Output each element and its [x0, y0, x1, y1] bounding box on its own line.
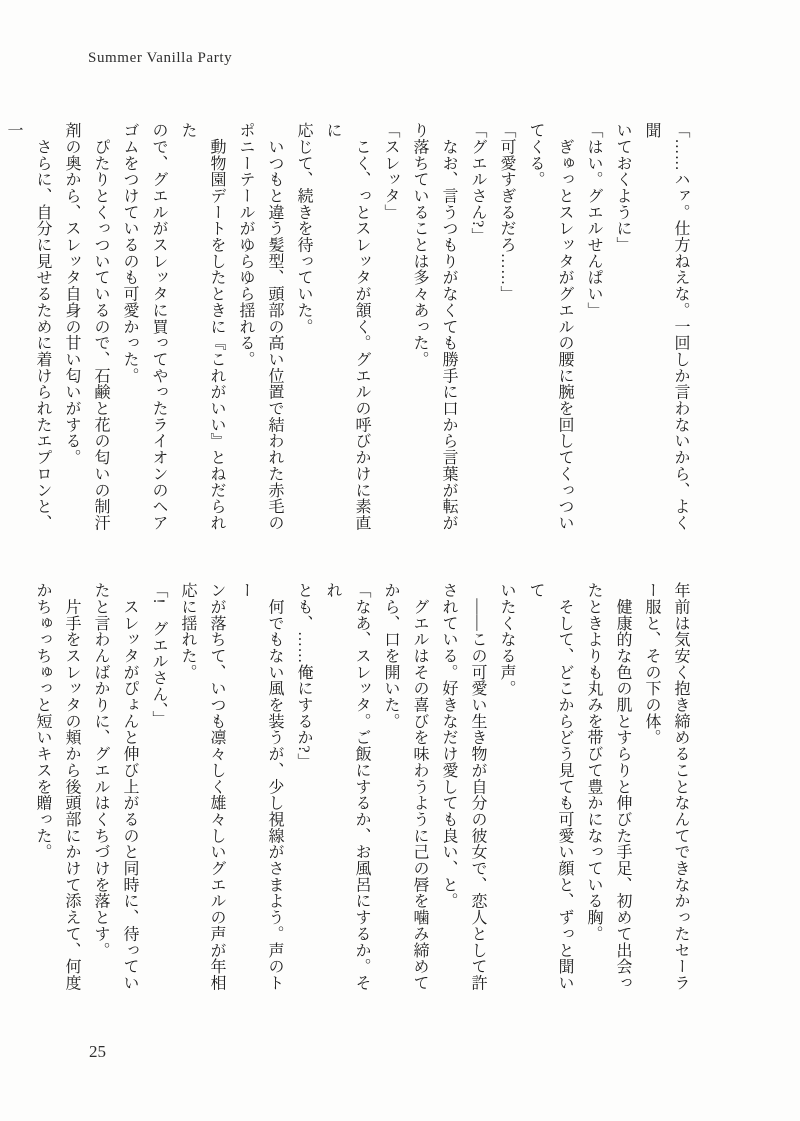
text-line: 「なあ、スレッタ。ご飯にするか、お風呂にするか。それ [324, 582, 370, 991]
text-line: 「はい。グエルせんぱい」 [585, 122, 602, 319]
text-line: いておくように」 [614, 122, 631, 253]
text-line: そして、どこからどう見ても可愛い顔と、ずっと聞いて [527, 582, 573, 991]
text-line: ぴたりとくっついているので、石鹸と花の匂いの制汗 [92, 122, 109, 531]
text-line: から、口を開いた。 [382, 582, 399, 730]
text-line: いつもと違う髪型、頭部の高い位置で結われた赤毛の [266, 122, 283, 531]
text-line: 「可愛すぎるだろ……」 [498, 122, 515, 302]
text-line: かちゅっちゅっと短いキスを贈った。 [34, 582, 51, 860]
text-line: こく、っとスレッタが頷く。グエルの呼びかけに素直に [324, 122, 370, 531]
text-line: 「グエルさん?」 [469, 122, 486, 244]
text-line: 応に揺れた。 [179, 582, 196, 681]
text-line: たと言わんばかりに、グエルはくちづけを落とす。 [92, 582, 109, 959]
text-line: スレッタがぴょんと伸び上がるのと同時に、待ってい [121, 582, 138, 991]
text-line: 「……ハァ。仕方ねえな。一回しか言わないから、よく聞 [643, 122, 689, 531]
text-line: ぎゅっとスレッタがグエルの腰に腕を回してくっつい [556, 122, 573, 531]
text-line: 「! グエルさん、」 [150, 582, 167, 727]
text-line: なお、言うつもりがなくても勝手に口から言葉が転が [440, 122, 457, 531]
text-line: たときよりも丸みを帯びて豊かになっている胸。 [585, 582, 602, 942]
text-line: り落ちていることは多々あった。 [411, 122, 428, 368]
text-line: いたくなる声。 [498, 582, 515, 697]
text-line: ので、グエルがスレッタに買ってやったライオンのヘア [150, 122, 167, 531]
text-line: ンが落ちて、いつも凛々しく雄々しいグエルの声が年相 [208, 582, 225, 991]
text-line: グエルはその喜びを味わうように己の唇を噛み締めて [411, 582, 428, 991]
text-block-top [0, 122, 695, 548]
text-line: 剤の奥から、スレッタ自身の甘い匂いがする。 [63, 122, 80, 466]
text-line: ポニーテールがゆらゆら揺れる。 [237, 122, 254, 368]
text-line: さらに、自分に見せるために着けられたエプロンと、一 [5, 122, 51, 531]
text-line: ゴムをつけているのも可愛かった。 [121, 122, 138, 384]
text-line: 応じて、続きを待っていた。 [295, 122, 312, 335]
text-line: とも、……俺にするか?」 [295, 582, 312, 770]
running-header-title: Summer Vanilla Party [88, 50, 233, 66]
text-line: 片手をスレッタの頬から後頭部にかけて添えて、何度 [63, 582, 80, 991]
text-block-bottom [28, 582, 695, 1008]
text-line: てくる。 [527, 122, 544, 188]
text-line: 健康的な色の肌とすらりと伸びた手足、初めて出会っ [614, 582, 631, 991]
text-line: ――この可愛い生き物が自分の彼女で、恋人として許 [469, 582, 486, 991]
text-line: ー服と、その下の体。 [643, 582, 660, 746]
page-number: 25 [89, 1042, 106, 1061]
text-line: 何でもない風を装うが、少し視線がさまよう。声のトー [237, 582, 283, 991]
text-line: 動物園デートをしたときに『これがいい』とねだられた [179, 122, 225, 531]
text-line: 年前は気安く抱き締めることなんてできなかったセーラ [672, 582, 689, 991]
text-line: 「スレッタ」 [382, 122, 399, 221]
text-line: されている。好きなだけ愛しても良い、と。 [440, 582, 457, 909]
